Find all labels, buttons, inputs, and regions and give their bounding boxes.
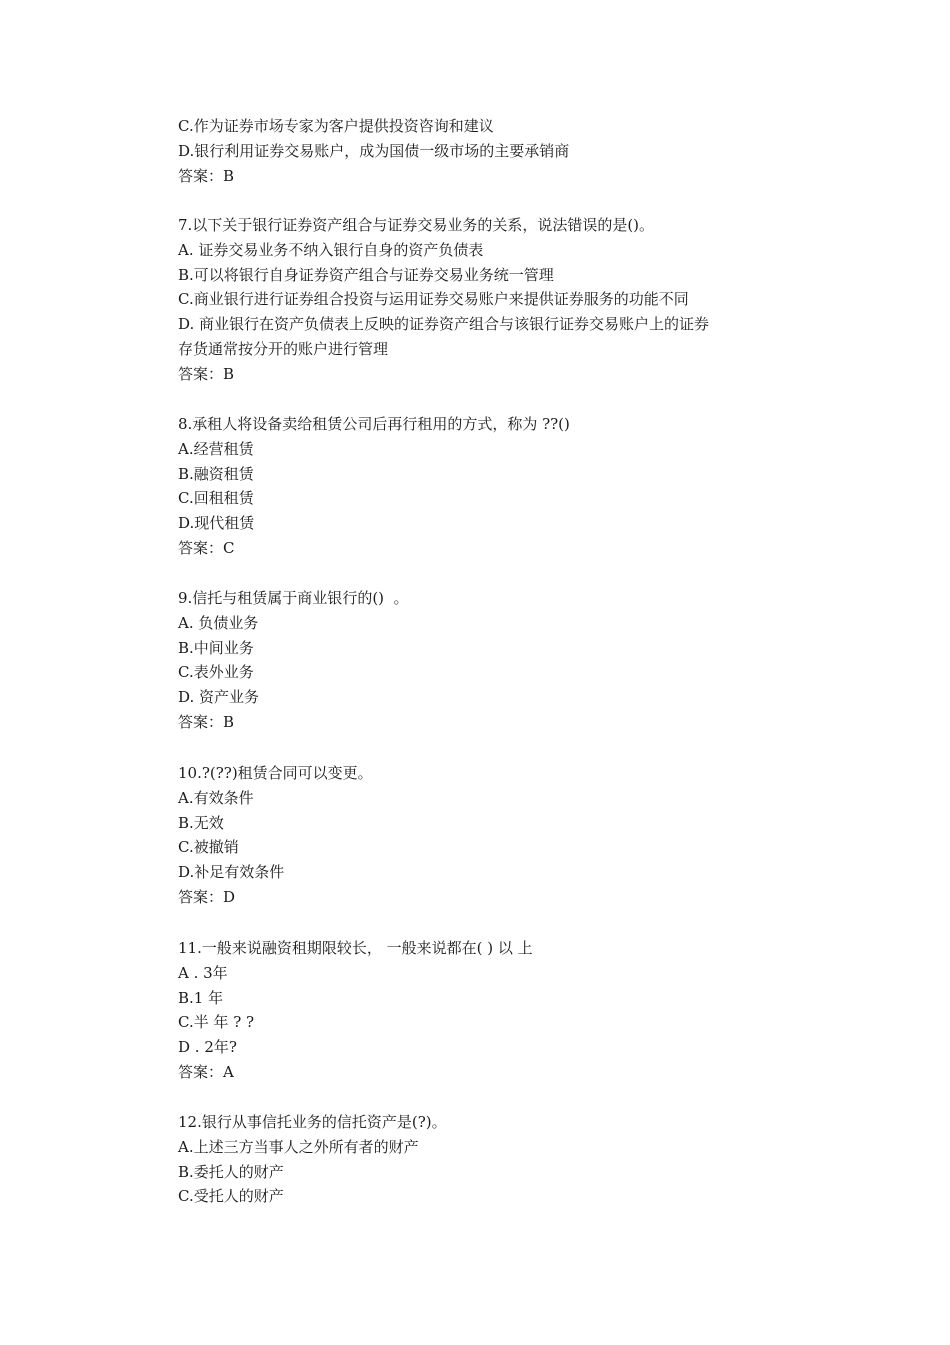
option-b: B.可以将银行自身证券资产组合与证券交易业务统一管理 bbox=[178, 265, 554, 284]
option-b: B.融资租赁 bbox=[178, 464, 254, 483]
option-c: C.半 年 ? ? bbox=[178, 1013, 255, 1032]
option-a: A.有效条件 bbox=[178, 788, 254, 807]
option-c: C.表外业务 bbox=[178, 663, 254, 682]
option-a: A.上述三方当事人之外所有者的财产 bbox=[178, 1137, 419, 1156]
question-10 bbox=[178, 761, 798, 910]
question-text: 12.银行从事信托业务的信托资产是(?)。 bbox=[178, 1113, 447, 1131]
option-d-continued: 存货通常按分开的账户进行管理 bbox=[178, 339, 389, 358]
option-b: B.中间业务 bbox=[178, 638, 254, 657]
question-text: 10.?(??)租赁合同可以变更。 bbox=[178, 764, 373, 782]
question-7 bbox=[178, 213, 798, 387]
question-12 bbox=[178, 1110, 798, 1209]
question-8 bbox=[178, 412, 798, 561]
option-d: D. 资产业务 bbox=[178, 688, 260, 707]
answer: 答案：B bbox=[178, 166, 235, 185]
question-text: 9.信托与租赁属于商业银行的() 。 bbox=[178, 589, 409, 607]
question-6-continued bbox=[178, 114, 798, 188]
option-d: D.补足有效条件 bbox=[178, 863, 285, 882]
option-c: C.商业银行进行证券组合投资与运用证券交易账户来提供证券服务的功能不同 bbox=[178, 290, 689, 309]
option-d: D.现代租赁 bbox=[178, 514, 255, 533]
option-d: D. 商业银行在资产负债表上反映的证券资产组合与该银行证券交易账户上的证券 bbox=[178, 315, 710, 334]
question-11 bbox=[178, 936, 798, 1085]
option-c: C.作为证券市场专家为客户提供投资咨询和建议 bbox=[178, 117, 494, 135]
question-text: 11.一般来说融资租期限较长， 一般来说都在( ) 以 上 bbox=[178, 939, 533, 957]
option-c: C.被撤销 bbox=[178, 838, 239, 857]
option-b: B.1 年 bbox=[178, 988, 224, 1007]
option-d: D.银行利用证券交易账户，成为国债一级市场的主要承销商 bbox=[178, 141, 570, 160]
answer: 答案：B bbox=[178, 364, 235, 383]
option-b: B.委托人的财产 bbox=[178, 1162, 284, 1181]
option-a: A. 证券交易业务不纳入银行自身的资产负债表 bbox=[178, 240, 484, 259]
option-a: A.经营租赁 bbox=[178, 439, 254, 458]
question-text: 8.承租人将设备卖给租赁公司后再行租用的方式，称为 ??() bbox=[178, 415, 570, 433]
question-9 bbox=[178, 586, 798, 735]
option-a: A . 3年 bbox=[178, 963, 228, 982]
answer: 答案：B bbox=[178, 712, 235, 731]
answer: 答案：C bbox=[178, 538, 235, 557]
option-d: D . 2年? bbox=[178, 1038, 237, 1057]
question-text: 7.以下关于银行证券资产组合与证券交易业务的关系，说法错误的是()。 bbox=[178, 216, 655, 234]
option-c: C.受托人的财产 bbox=[178, 1187, 284, 1206]
answer: 答案：A bbox=[178, 1062, 234, 1081]
option-c: C.回租租赁 bbox=[178, 489, 254, 508]
answer: 答案：D bbox=[178, 887, 236, 906]
option-b: B.无效 bbox=[178, 813, 224, 832]
option-a: A. 负债业务 bbox=[178, 613, 259, 632]
